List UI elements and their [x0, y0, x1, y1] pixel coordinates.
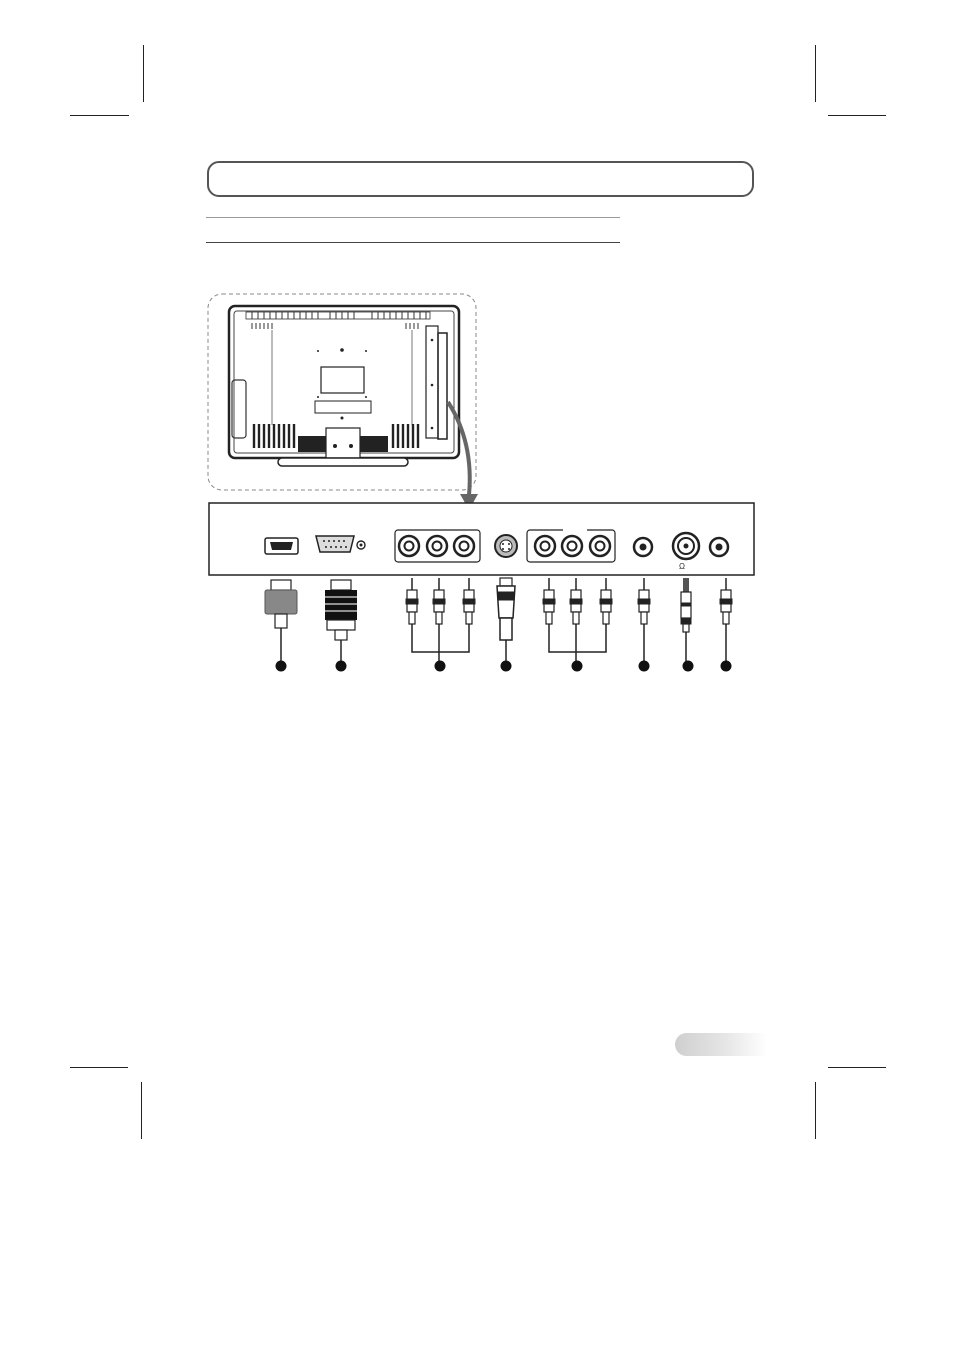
ohm-symbol-label: Ω — [679, 562, 685, 571]
rca-triple-port-icon — [395, 530, 480, 562]
audio-out-cable — [638, 578, 650, 664]
bullet-vga — [336, 661, 347, 672]
connector-panel — [209, 503, 754, 575]
rf-cable — [681, 578, 691, 664]
bullet-av — [572, 661, 583, 672]
rca-port-icon — [634, 538, 652, 556]
bullet-component — [435, 661, 446, 672]
av-cable — [543, 578, 612, 664]
s-video-port-icon — [495, 535, 517, 557]
s-video-cable — [497, 578, 515, 664]
hdmi-cable — [265, 580, 297, 664]
coaxial-out-cable — [720, 578, 732, 664]
bullet-hdmi — [276, 661, 287, 672]
bullet-rf — [683, 661, 694, 672]
hdmi-port-icon — [265, 538, 298, 554]
connector-bullets — [276, 661, 732, 672]
bullet-coaxial-out — [721, 661, 732, 672]
vga-cable — [325, 580, 357, 664]
coax-port-icon — [673, 533, 699, 559]
rca-triple-port-icon — [527, 525, 615, 562]
page-number-tab — [675, 1033, 767, 1056]
rca-port-icon — [710, 538, 728, 556]
bullet-audio-out — [639, 661, 650, 672]
component-cable — [406, 578, 475, 664]
tv-rear-illustration — [229, 306, 459, 466]
bullet-s-video — [501, 661, 512, 672]
